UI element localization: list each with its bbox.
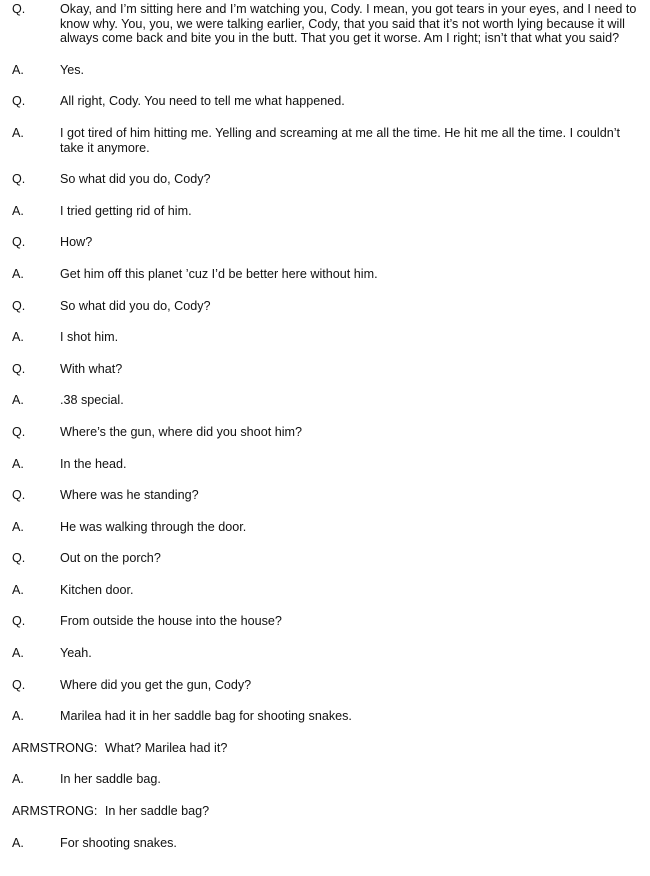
entry-text: Where did you get the gun, Cody?: [60, 677, 252, 692]
entry-label: Q.: [12, 361, 26, 376]
entry-label: A.: [12, 456, 24, 471]
entry-label: Q.: [12, 677, 26, 692]
entry-label: Q.: [12, 298, 26, 313]
transcript-entry: [12, 678, 642, 693]
transcript-entry: [12, 488, 642, 503]
entry-label: Q.: [12, 94, 26, 109]
entry-text: So what did you do, Cody?: [60, 172, 211, 187]
transcript-entry: [12, 235, 642, 250]
entry-label: Q.: [12, 614, 26, 629]
entry-text: All right, Cody. You need to tell me what happened.: [60, 94, 345, 109]
entry-label: A.: [12, 519, 24, 534]
entry-text: Kitchen door.: [60, 582, 134, 597]
entry-label: A.: [12, 582, 24, 597]
transcript-entry: [12, 614, 642, 629]
entry-label: A.: [12, 203, 24, 218]
transcript-entry: [12, 204, 642, 219]
entry-text: Yes.: [60, 62, 85, 77]
entry-label: Q.: [12, 551, 26, 566]
entry-text: In her saddle bag.: [60, 772, 161, 787]
transcript-entry: [12, 172, 642, 187]
entry-label: A.: [12, 62, 24, 77]
speaker-name: ARMSTRONG:: [12, 804, 98, 819]
entry-text: Out on the porch?: [60, 551, 161, 566]
entry-label: A.: [12, 709, 24, 724]
speaker-entry: [12, 741, 642, 756]
entry-text: Yeah.: [60, 646, 92, 661]
entry-label: Q.: [12, 172, 26, 187]
entry-text: So what did you do, Cody?: [60, 298, 211, 313]
speaker-name: ARMSTRONG:: [12, 740, 98, 755]
transcript-entry: [12, 772, 642, 787]
entry-text: In the head.: [60, 456, 127, 471]
entry-text: Marilea had it in her saddle bag for shooting snakes.: [60, 709, 352, 724]
entry-text: I tried getting rid of him.: [60, 203, 192, 218]
entry-text: From outside the house into the house?: [60, 614, 282, 629]
transcript-entry: [12, 425, 642, 440]
speaker-text: In her saddle bag?: [104, 804, 210, 819]
entry-label: A.: [12, 125, 24, 140]
entry-text: Where was he standing?: [60, 488, 199, 503]
entry-label: Q.: [12, 424, 26, 439]
entry-text: .38 special.: [60, 393, 124, 408]
transcript-entry: [12, 520, 642, 535]
entry-label: Q.: [12, 235, 26, 250]
entry-label: A.: [12, 393, 24, 408]
transcript-entry: [12, 583, 642, 598]
transcript-entry: [12, 94, 642, 109]
transcript-entry: [12, 299, 642, 314]
entry-label: Q.: [12, 488, 26, 503]
transcript-entry: [12, 709, 642, 724]
transcript-entry: [12, 267, 642, 282]
entry-label: A.: [12, 835, 24, 850]
entry-text: For shooting snakes.: [60, 835, 177, 850]
entry-text: I shot him.: [60, 330, 119, 345]
entry-label: A.: [12, 772, 24, 787]
transcript-entry: [12, 126, 642, 155]
speaker-entry: [12, 804, 642, 819]
transcript-entry: [12, 330, 642, 345]
entry-text: I got tired of him hitting me. Yelling and screaming at me all the time. He hit me all the time. I couldn’t take it anymore.: [60, 125, 620, 155]
entry-label: A.: [12, 266, 24, 281]
transcript-entry: [12, 646, 642, 661]
entry-text: Okay, and I’m sitting here and I’m watching you, Cody. I mean, you got tears in your eyes, and I need to know why. You, you, we were talking earlier, Cody, that you said that it’s not worth lying because it will always come back and bite you in the butt. That you get it worse. Am I right; isn’t that what you said?: [60, 2, 637, 46]
entry-label: A.: [12, 646, 24, 661]
transcript-entry: [12, 551, 642, 566]
transcript-entry: [12, 362, 642, 377]
transcript-entry: [12, 2, 642, 46]
entry-text: He was walking through the door.: [60, 519, 247, 534]
entry-text: How?: [60, 235, 93, 250]
entry-label: Q.: [12, 2, 26, 16]
entry-text: Get him off this planet ’cuz I’d be better here without him.: [60, 266, 378, 281]
transcript-entry: [12, 63, 642, 78]
transcript-entry: [12, 457, 642, 472]
speaker-text: What? Marilea had it?: [104, 740, 228, 755]
entry-text: With what?: [60, 361, 123, 376]
transcript-entry: [12, 393, 642, 408]
transcript-entry: [12, 836, 642, 851]
entry-text: Where’s the gun, where did you shoot him?: [60, 424, 302, 439]
entry-label: A.: [12, 330, 24, 345]
